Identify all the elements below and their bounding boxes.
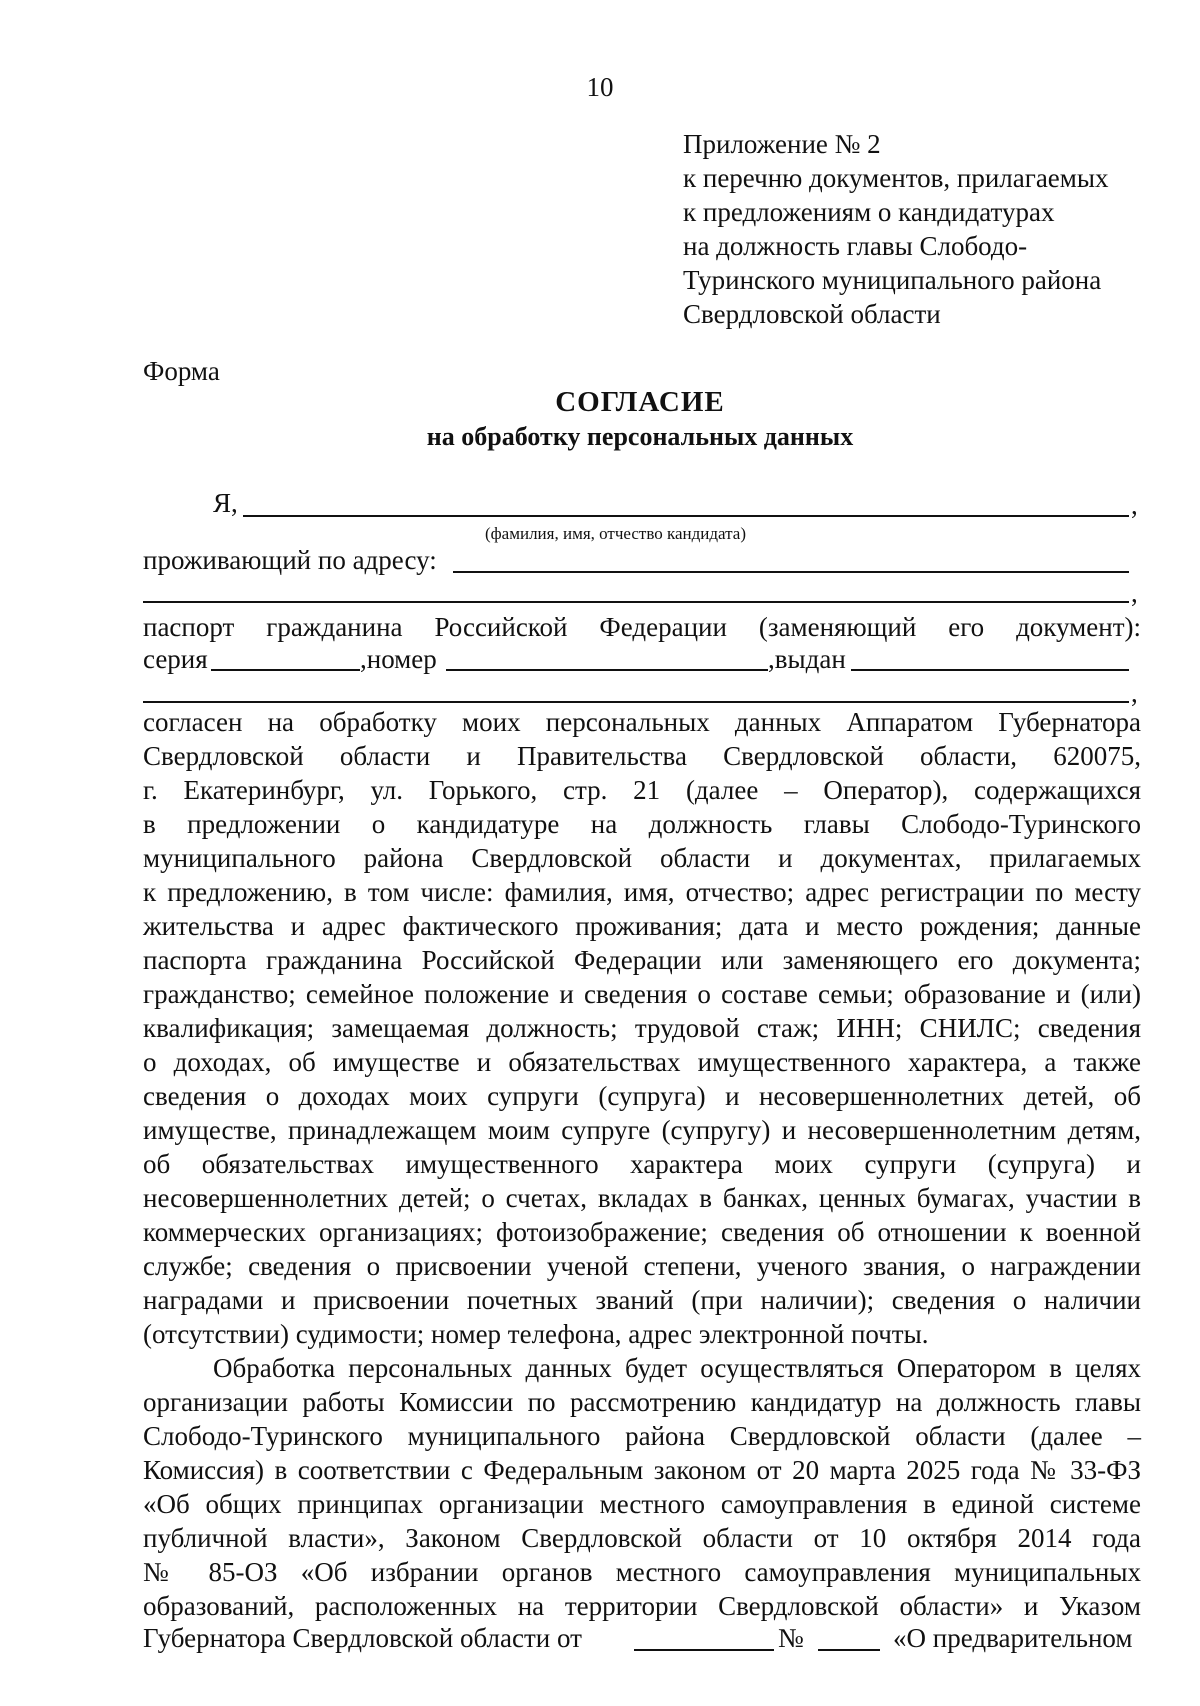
body-line: коммерческих организациях; фотоизображение; сведения об отношении к военной [143, 1217, 1141, 1247]
body-line: публичной власти», Законом Свердловской области от 10 октября 2014 года [143, 1523, 1141, 1553]
body-line: Обработка персональных данных будет осуществляться Оператором в целях [213, 1353, 1141, 1383]
body-line: о доходах, об имуществе и обязательствах имущественного характера, а также [143, 1047, 1141, 1077]
number-label: ,номер [360, 644, 437, 674]
body-line: имуществе, принадлежащем моим супруге (супругу) и несовершеннолетним детям, [143, 1115, 1141, 1145]
appendix-line: к предложениям о кандидатурах [683, 197, 1055, 227]
document-subtitle: на обработку персональных данных [426, 422, 854, 451]
page-number: 10 [586, 72, 614, 102]
appendix-header [683, 127, 1183, 331]
number-sign: № [778, 1623, 804, 1653]
body-line: Слободо-Туринского муниципального района Свердловской области (далее – [143, 1421, 1141, 1451]
last-line-part1: Губернатора Свердловской области от [143, 1623, 582, 1653]
body-line: паспорта гражданина Российской Федерации или заменяющего его документа; [143, 945, 1141, 975]
document-title: СОГЛАСИЕ [555, 386, 725, 418]
issued-field-line[interactable] [851, 669, 1129, 671]
body-line: образований, расположенных на территории Свердловской области» и Указом [143, 1591, 1141, 1621]
decree-number-field-line[interactable] [818, 1649, 880, 1651]
passport-label: паспорт гражданина Российской Федерации (заменяющий его документ): [143, 612, 1141, 642]
body-line: г. Екатеринбург, ул. Горького, стр. 21 (далее – Оператор), содержащихся [143, 775, 1141, 805]
last-line-part3: «О предварительном [893, 1623, 1133, 1653]
body-line: службе; сведения о присвоении ученой степени, ученого звания, о награждении [143, 1251, 1141, 1281]
body-line: об обязательствах имущественного характера моих супруги (супруга) и [143, 1149, 1141, 1179]
body-line: муниципального района Свердловской области и документах, прилагаемых [143, 843, 1141, 873]
issued-label: ,выдан [768, 644, 846, 674]
number-field-line[interactable] [446, 669, 768, 671]
issued-field-line-2[interactable] [143, 701, 1129, 703]
address-field-line[interactable] [453, 571, 1129, 573]
body-line: согласен на обработку моих персональных данных Аппаратом Губернатора [143, 707, 1141, 737]
body-line: квалификация; замещаемая должность; трудовой стаж; ИНН; СНИЛС; сведения [143, 1013, 1141, 1043]
body-line: наградами и присвоении почетных званий (при наличии); сведения о наличии [143, 1285, 1141, 1315]
body-line: несовершеннолетних детей; о счетах, вкладах в банках, ценных бумагах, участии в [143, 1183, 1141, 1213]
body-line: к предложению, в том числе: фамилия, имя, отчество; адрес регистрации по месту [143, 877, 1141, 907]
body-line: жительства и адрес фактического проживания; дата и место рождения; данные [143, 911, 1141, 941]
series-label: серия [143, 644, 208, 674]
address-field-line-2[interactable] [143, 601, 1129, 603]
body-line: организации работы Комиссии по рассмотрению кандидатур на должность главы [143, 1387, 1141, 1417]
body-line: Комиссия) в соответствии с Федеральным законом от 20 марта 2025 года № 33-ФЗ [143, 1455, 1141, 1485]
body-line: Свердловской области и Правительства Свердловской области, 620075, [143, 741, 1141, 771]
body-line: сведения о доходах моих супруги (супруга) и несовершеннолетних детей, об [143, 1081, 1141, 1111]
body-line: (отсутствии) судимости; номер телефона, адрес электронной почты. [143, 1319, 929, 1349]
address-label: проживающий по адресу: [143, 545, 437, 575]
series-field-line[interactable] [211, 669, 360, 671]
appendix-line: Туринского муниципального района [683, 265, 1102, 295]
appendix-line: Свердловской области [683, 299, 941, 329]
address-comma: , [1131, 578, 1138, 608]
body-line: в предложении о кандидатуре на должность главы Слободо-Туринского [143, 809, 1141, 839]
fio-caption: (фамилия, имя, отчество кандидата) [485, 524, 747, 543]
appendix-line: на должность главы Слободо- [683, 231, 1028, 261]
form-label: Форма [143, 356, 220, 386]
issued-comma: , [1131, 678, 1138, 708]
i-label: Я, [213, 488, 238, 518]
body-line: № 85-ОЗ «Об избрании органов местного самоуправления муниципальных [143, 1557, 1141, 1587]
decree-date-field-line[interactable] [634, 1649, 774, 1651]
appendix-line: к перечню документов, прилагаемых [683, 163, 1109, 193]
fio-field-line[interactable] [243, 515, 1129, 517]
fio-comma: , [1131, 490, 1138, 520]
body-line: «Об общих принципах организации местного самоуправления в единой системе [143, 1489, 1141, 1519]
body-line: гражданство; семейное положение и сведения о составе семьи; образование и (или) [143, 979, 1141, 1009]
appendix-line: Приложение № 2 [683, 129, 881, 159]
